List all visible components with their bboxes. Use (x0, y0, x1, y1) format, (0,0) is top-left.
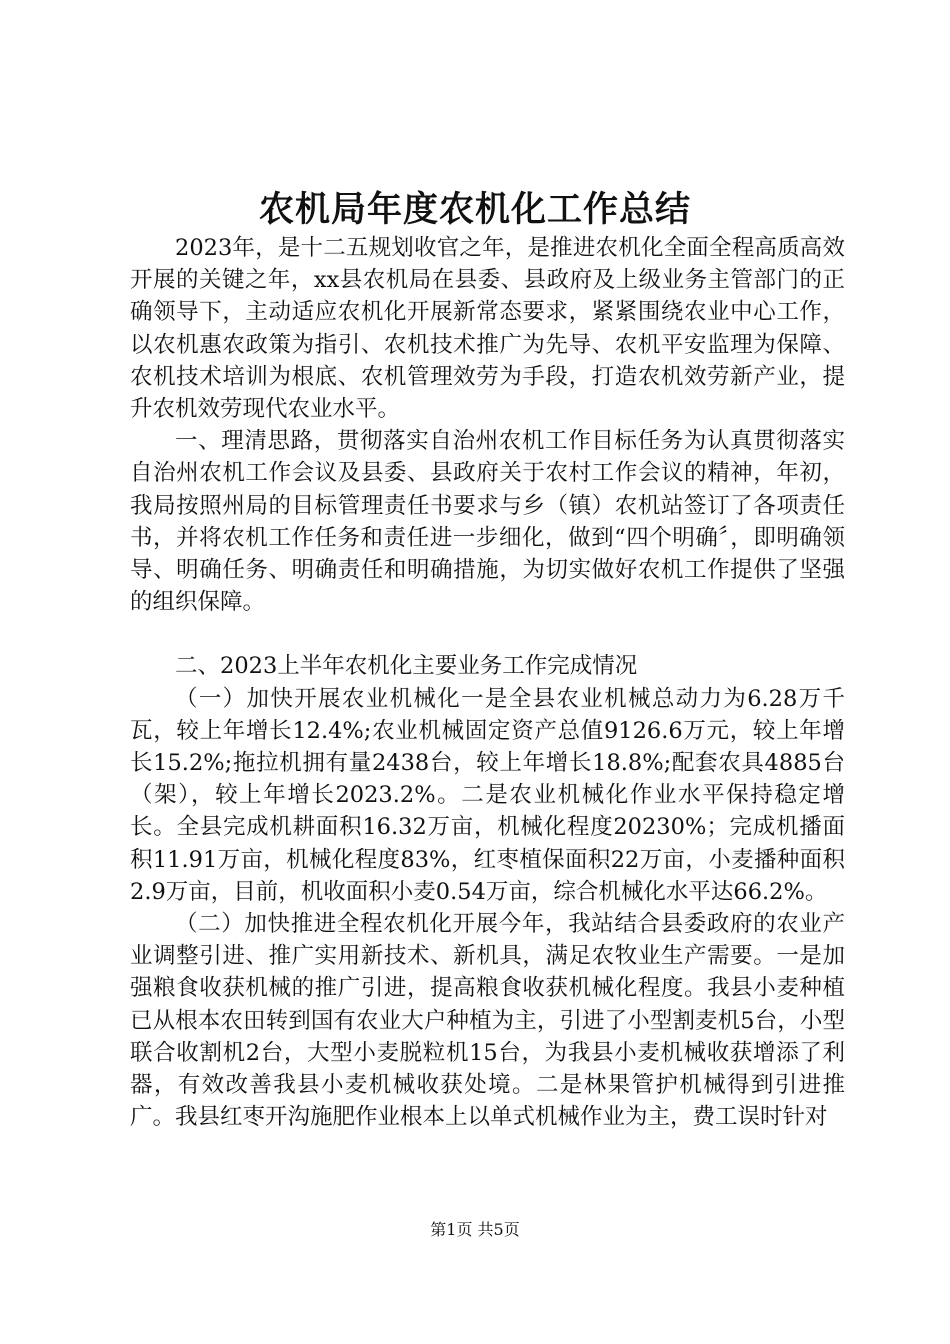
paragraph-subsection-1: （一）加快开展农业机械化一是全县农业机械总动力为6.28万千瓦，较上年增长12.4%;农业机械固定资产总值9126.6万元，较上年增长15.2%;拖拉机拥有量2438台，较上年增长18.8%;配套农具4885台（架），较上年增长2023.2%。二是农业机械化作业水平保持稳定增长。全县完成机耕面积16.32万亩，机械化程度20230%；完成机播面积11.91万亩，机械化程度83%，红枣植保面积22万亩，小麦播种面积2.9万亩，目前，机收面积小麦0.54万亩，综合机械化水平达66.2%。 (130, 685, 845, 905)
document-body (130, 232, 845, 1133)
document-title: 农机局年度农机化工作总结 (258, 189, 691, 230)
paragraph-intro: 2023年，是十二五规划收官之年，是推进农机化全面全程高质高效开展的关键之年，xx县农机局在县委、县政府及上级业务主管部门的正确领导下，主动适应农机化开展新常态要求，紧紧围绕农业中心工作，以农机惠农政策为指引、农机技术推广为先导、农机平安监理为保障、农机技术培训为根底、农机管理效劳为手段，打造农机效劳新产业，提升农机效劳现代农业水平。 (130, 235, 845, 423)
paragraph-section-1: 一、理清思路，贯彻落实自治州农机工作目标任务为认真贯彻落实自治州农机工作会议及县委、县政府关于农村工作会议的精神，年初，我局按照州局的目标管理责任书要求与乡（镇）农机站签订了各项责任书，并将农机工作任务和责任进一步细化，做到“四个明确〞，即明确领导、明确任务、明确责任和明确措施，为切实做好农机工作提供了坚强的组织保障。 (130, 428, 845, 616)
paragraph-spacer (130, 618, 845, 650)
paragraph-subsection-2: （二）加快推进全程农机化开展今年，我站结合县委政府的农业产业调整引进、推广实用新技术、新机具，满足农牧业生产需要。一是加强粮食收获机械的推广引进，提高粮食收获机械化程度。我县小麦种植已从根本农田转到国有农业大户种植为主，引进了小型割麦机5台，小型联合收割机2台，大型小麦脱粒机15台，为我县小麦机械收获增添了利器，有效改善我县小麦机械收获处境。二是林果管护机械得到引进推广。我县红枣开沟施肥作业根本上以单式机械作业为主，费工误时针对 (130, 911, 845, 1131)
page-footer: 第1页 共5页 (430, 1220, 520, 1239)
section-heading-2: 二、2023上半年农机化主要业务工作完成情况 (175, 653, 638, 680)
